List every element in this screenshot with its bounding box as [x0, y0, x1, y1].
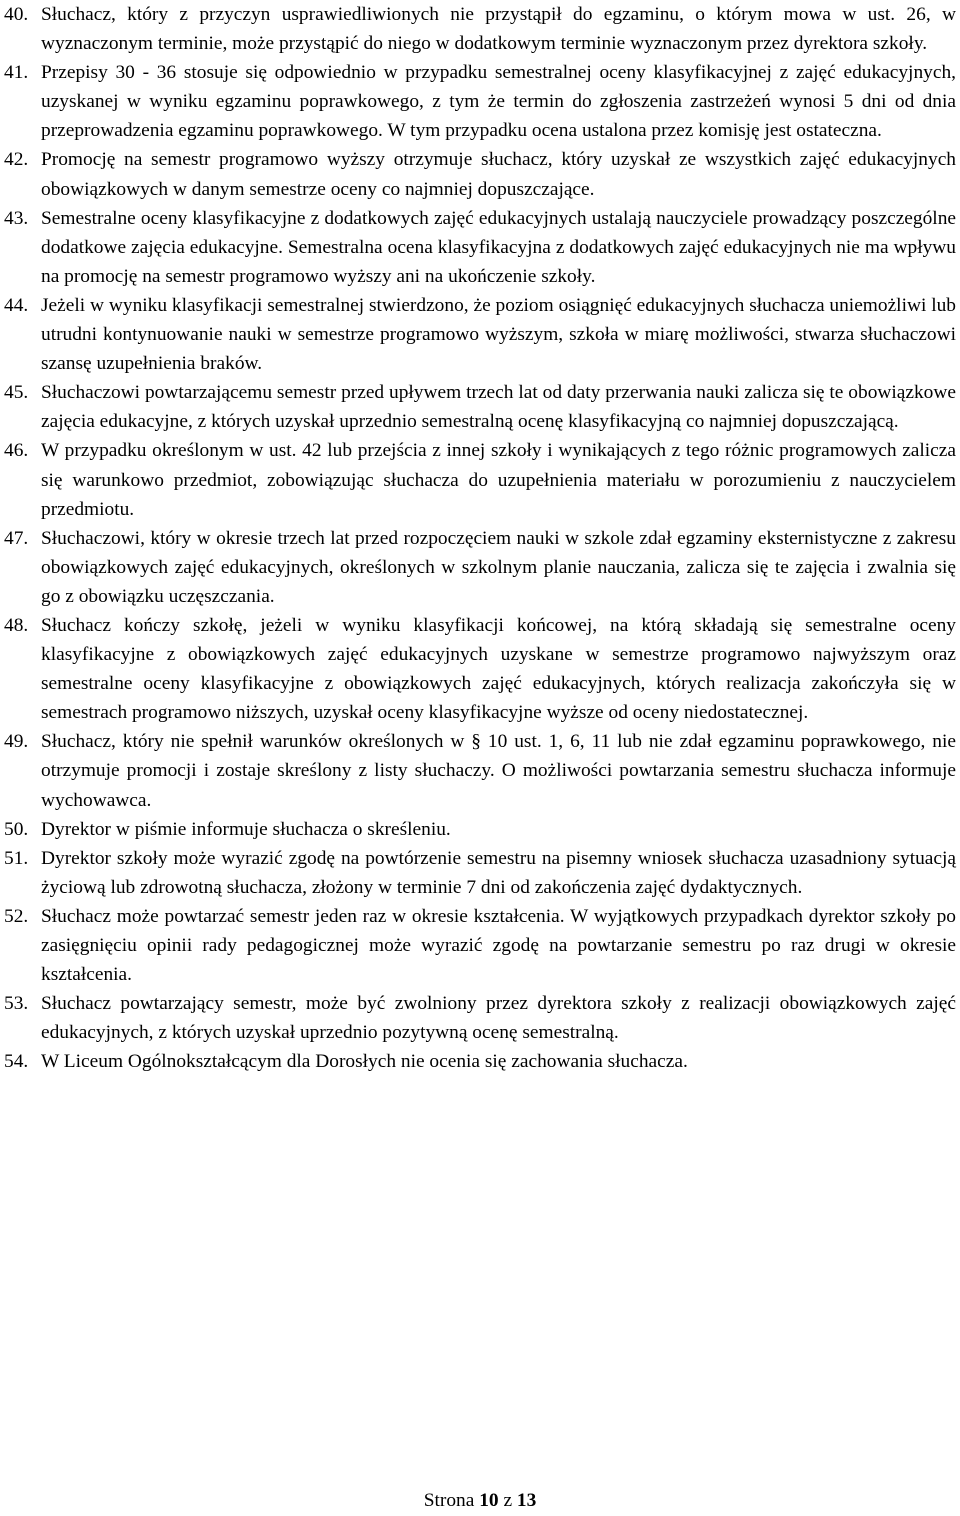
paragraph-43	[4, 204, 956, 291]
paragraph-42	[4, 145, 956, 203]
paragraph-number: 45.	[4, 382, 29, 404]
paragraph-text: Przepisy 30 - 36 stosuje się odpowiednio w przypadku semestralnej oceny klasyfikacyjnej z zajęć edukacyjnych, uzyskanej w wyniku egzaminu poprawkowego, z tym że termin do zgłoszenia zastrzeżeń wynosi 5 dni od dnia przeprowadzenia egzaminu poprawkowego. W tym przypadku ocena ustalona przez komisję jest ostateczna.	[41, 62, 956, 142]
paragraph-number: 42.	[4, 149, 29, 171]
current-page-number: 10	[479, 1490, 499, 1511]
paragraph-text: W przypadku określonym w ust. 42 lub przejścia z innej szkoły i wynikających z tego różnic programowych zalicza się warunkowo przedmiot, zobowiązując słuchacza do uzupełnienia materiału w porozumieniu z nauczycielem przedmiotu.	[41, 440, 956, 520]
paragraph-text: Dyrektor szkoły może wyrazić zgodę na powtórzenie semestru na pisemny wniosek słuchacza uzasadniony sytuacją życiową lub zdrowotną słuchacza, złożony w terminie 7 dni od zakończenia zajęć dydaktycznych.	[41, 847, 956, 898]
paragraph-number: 41.	[4, 62, 29, 84]
paragraph-number: 50.	[4, 818, 29, 840]
paragraph-number: 46.	[4, 440, 29, 462]
paragraph-number: 48.	[4, 614, 29, 636]
page-label: Strona	[423, 1490, 475, 1511]
paragraph-text: Jeżeli w wyniku klasyfikacji semestralnej stwierdzono, że poziom osiągnięć edukacyjnych słuchacza uniemożliwi lub utrudni kontynuowanie nauki w semestrze programowo wyższym, szkoła w miarę możliwości, stwarza słuchaczowi szansę uzupełnienia braków.	[41, 294, 956, 375]
paragraph-text: Promocję na semestr programowo wyższy otrzymuje słuchacz, który uzyskał ze wszystkich zajęć edukacyjnych obowiązkowych w danym semestrze oceny co najmniej dopuszczające.	[41, 149, 956, 200]
paragraph-48	[4, 611, 956, 727]
paragraph-53	[4, 989, 956, 1047]
paragraph-number: 47.	[4, 527, 29, 549]
paragraph-number: 40.	[4, 4, 29, 25]
paragraph-text: Dyrektor w piśmie informuje słuchacza o skreśleniu.	[41, 818, 451, 840]
numbered-paragraph-list	[4, 0, 956, 1076]
paragraph-text: Semestralne oceny klasyfikacyjne z dodatkowych zajęć edukacyjnych ustalają nauczyciele prowadzący poszczególne dodatkowe zajęcia edukacyjne. Semestralna ocena klasyfikacyjna z dodatkowych zajęć edukacyjnych nie ma wpływu na promocję na semestr programowo wyższy ani na ukończenie szkoły.	[41, 207, 956, 287]
paragraph-number: 49.	[4, 731, 29, 753]
page-footer	[0, 1486, 960, 1516]
paragraph-52	[4, 902, 956, 989]
paragraph-45	[4, 378, 956, 436]
paragraph-number: 54.	[4, 1051, 29, 1073]
paragraph-number: 44.	[4, 294, 29, 316]
paragraph-40	[4, 0, 956, 58]
paragraph-text: Słuchaczowi, który w okresie trzech lat przed rozpoczęciem nauki w szkole zdał egzaminy eksternistyczne z zakresu obowiązkowych zajęć edukacyjnych, określonych w szkolnym planie nauczania, zalicza się te zajęcia i zwalnia się go z obowiązku uczęszczania.	[41, 527, 956, 607]
page-separator: z	[503, 1490, 513, 1511]
paragraph-number: 43.	[4, 207, 29, 229]
document-page	[4, 0, 956, 1076]
paragraph-54	[4, 1047, 956, 1076]
total-page-count: 13	[516, 1490, 537, 1511]
paragraph-text: Słuchacz, który nie spełnił warunków określonych w § 10 ust. 1, 6, 11 lub nie zdał egzaminu poprawkowego, nie otrzymuje promocji i zostaje skreślony z listy słuchaczy. O możliwości powtarzania semestru słuchacza informuje wychowawca.	[41, 731, 956, 811]
paragraph-text: Słuchacz kończy szkołę, jeżeli w wyniku klasyfikacji końcowej, na którą składają się semestralne oceny klasyfikacyjne z obowiązkowych zajęć edukacyjnych uzyskane w semestrze programowo najwyższym oraz semestralne oceny klasyfikacyjne z obowiązkowych zajęć edukacyjnych, których realizacja zakończyła się w semestrach programowo niższych, uzyskał oceny klasyfikacyjne wyższe od oceny niedostatecznej.	[41, 614, 956, 724]
paragraph-number: 52.	[4, 905, 29, 927]
paragraph-text: Słuchacz, który z przyczyn usprawiedliwionych nie przystąpił do egzaminu, o którym mowa w ust. 26, w wyznaczonym terminie, może przystąpić do niego w dodatkowym terminie wyznaczonym przez dyrektora szkoły.	[41, 4, 956, 55]
paragraph-text: W Liceum Ogólnokształcącym dla Dorosłych nie ocenia się zachowania słuchacza.	[41, 1051, 688, 1073]
paragraph-text: Słuchaczowi powtarzającemu semestr przed upływem trzech lat od daty przerwania nauki zalicza się te obowiązkowe zajęcia edukacyjne, z których uzyskał uprzednio semestralną ocenę klasyfikacyjną co najmniej dopuszczającą.	[41, 382, 956, 433]
paragraph-number: 53.	[4, 993, 29, 1015]
paragraph-51	[4, 844, 956, 902]
paragraph-text: Słuchacz powtarzający semestr, może być zwolniony przez dyrektora szkoły z realizacji obowiązkowych zajęć edukacyjnych, z których uzyskał uprzednio pozytywną ocenę semestralną.	[41, 993, 956, 1044]
paragraph-50	[4, 815, 956, 844]
paragraph-text: Słuchacz może powtarzać semestr jeden raz w okresie kształcenia. W wyjątkowych przypadkach dyrektor szkoły po zasięgnięciu opinii rady pedagogicznej może wyrazić zgodę na powtarzanie semestru po raz drugi w okresie kształcenia.	[41, 905, 956, 986]
paragraph-number: 51.	[4, 847, 29, 869]
paragraph-49	[4, 727, 956, 814]
paragraph-47	[4, 524, 956, 611]
paragraph-41	[4, 58, 956, 145]
paragraph-46	[4, 436, 956, 523]
paragraph-44	[4, 291, 956, 378]
